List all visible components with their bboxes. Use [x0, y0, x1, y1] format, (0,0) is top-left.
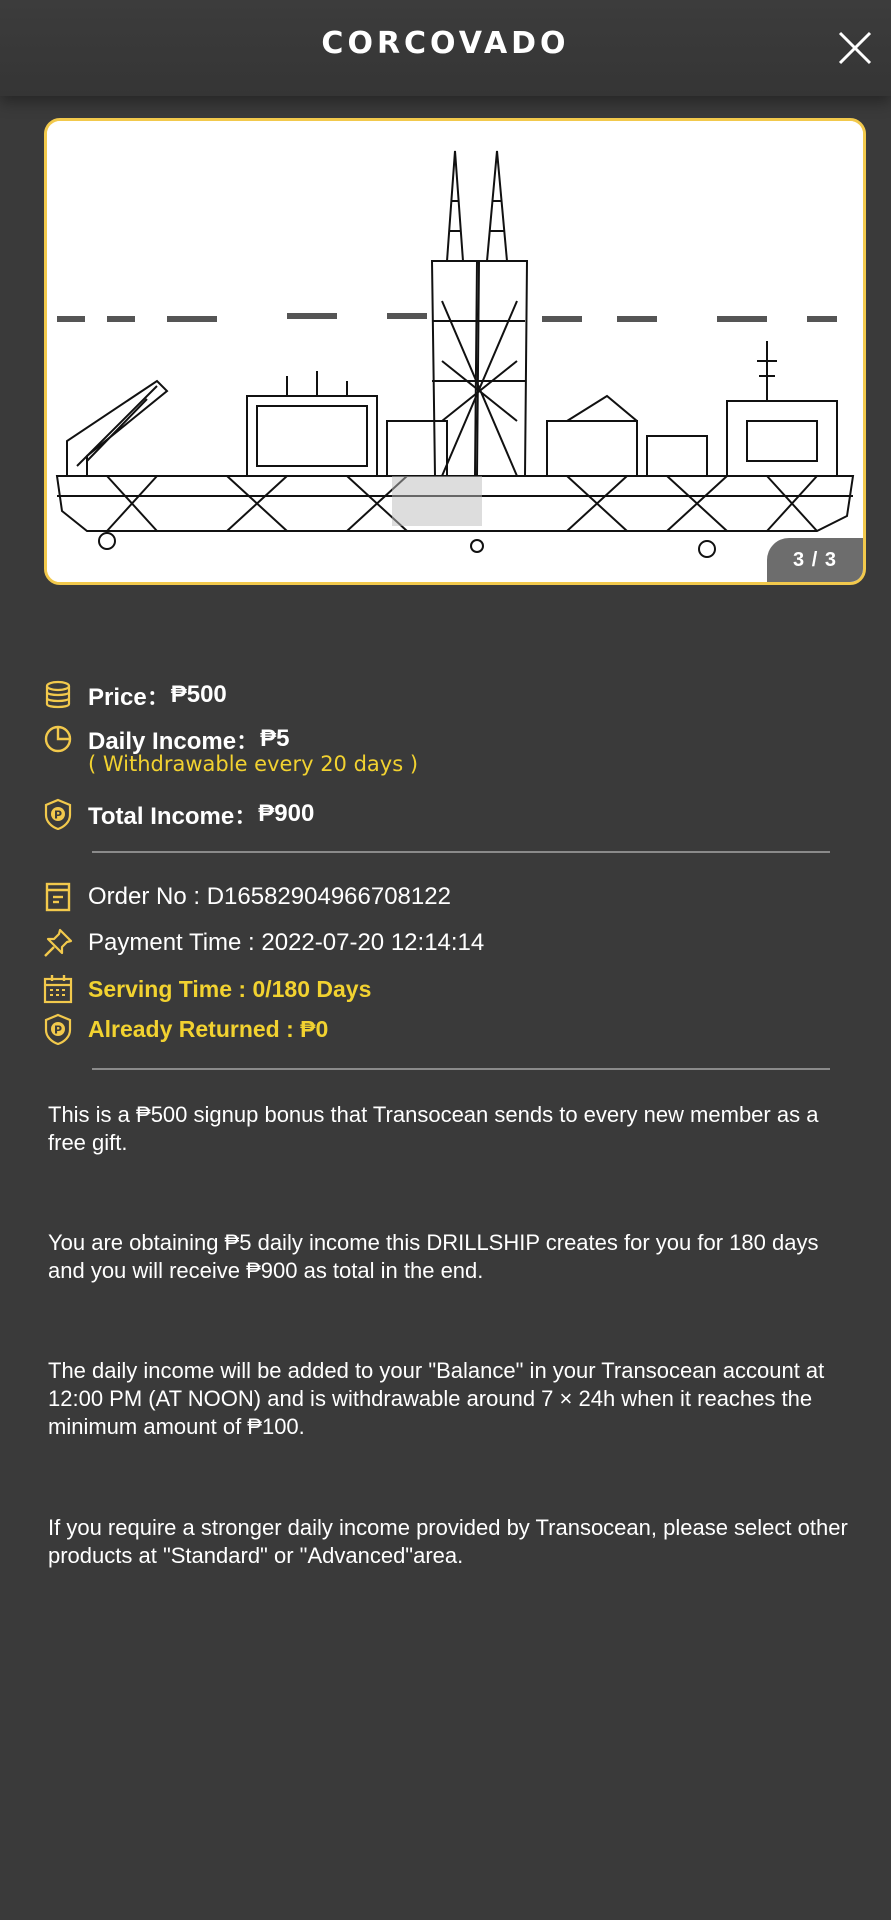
- page-title: CORCOVADO: [321, 26, 570, 61]
- daily-income-row: [42, 721, 289, 756]
- total-income-row: [42, 796, 314, 831]
- description-paragraph: You are obtaining ₱5 daily income this DRILLSHIP creates for you for 180 days and you will receive ₱900 as total in the end.: [48, 1230, 819, 1283]
- daily-income-value: ₱5: [260, 724, 290, 752]
- already-returned-text: Already Returned : ₱0: [88, 1015, 329, 1042]
- image-carousel[interactable]: [44, 118, 866, 585]
- pin-icon: [42, 927, 74, 959]
- close-icon[interactable]: [835, 28, 875, 68]
- order-no-row: [42, 881, 451, 913]
- total-income-value: ₱900: [258, 799, 315, 827]
- price-row: [42, 677, 227, 712]
- order-no-text: Order No : D16582904966708122: [88, 883, 451, 910]
- already-returned-row: [42, 1013, 328, 1045]
- price-label: Price：: [88, 684, 171, 711]
- calendar-icon: [42, 973, 74, 1005]
- peso-shield-icon: [42, 1013, 74, 1045]
- description-paragraph: This is a ₱500 signup bonus that Transocean sends to every new member as a free gift.: [48, 1102, 819, 1155]
- payment-time-text: Payment Time : 2022-07-20 12:14:14: [88, 929, 485, 956]
- slide-counter: 3 / 3: [767, 538, 863, 582]
- serving-time-row: [42, 973, 371, 1005]
- drillship-blueprint-image: [47, 121, 863, 582]
- divider: [92, 1068, 830, 1070]
- divider: [92, 851, 830, 853]
- header-bar: [0, 0, 891, 96]
- peso-shield-icon: [42, 798, 74, 830]
- serving-time-text: Serving Time : 0/180 Days: [88, 975, 372, 1002]
- daily-income-label: Daily Income：: [88, 728, 261, 755]
- description-paragraph: The daily income will be added to your "Balance" in your Transocean account at 12:00 PM (AT NOON) and is withdrawable around 7 × 24h when it reaches the minimum amount of ₱100.: [48, 1358, 825, 1439]
- payment-time-row: [42, 927, 484, 959]
- svg-text:P: P: [53, 1023, 63, 1037]
- price-value: ₱500: [170, 680, 227, 708]
- total-income-label: Total Income：: [88, 803, 259, 830]
- withdraw-note: ( Withdrawable every 20 days ): [88, 752, 419, 776]
- description-paragraph: If you require a stronger daily income provided by Transocean, please select other products at "Standard" or "Advanced"area.: [48, 1515, 848, 1568]
- pie-chart-icon: [42, 723, 74, 755]
- receipt-icon: [42, 881, 74, 913]
- coins-icon: [42, 679, 74, 711]
- svg-text:P: P: [53, 808, 63, 821]
